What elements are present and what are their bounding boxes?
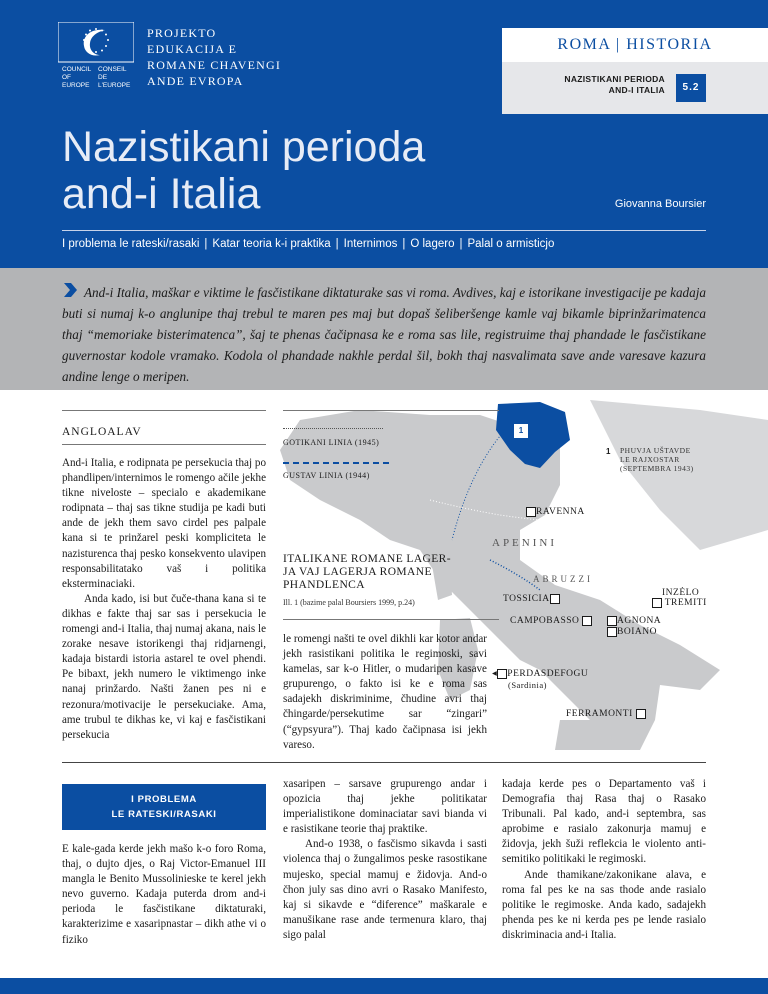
place-inzelo-tremiti — [652, 588, 707, 608]
caption-rule — [283, 619, 499, 620]
inset-caption-line: (SEPTEMBRA 1943) — [620, 464, 694, 473]
project-line: PROJEKTO — [147, 26, 217, 40]
camp-marker — [607, 616, 617, 626]
place-agnona-boiano — [607, 616, 661, 638]
sidebar-paragraph: And-i Italia, e rodipnata pe persekucia thaj po phandlipen/internimos le romengo ačile jekhe tikne niveloste – specialo e akademikane rodipnata – thaj sas tikne studija pe kadi buti ande de jekh them savo cirdel pes palpale kana si te prinžarel peski kompliciteta le nazisturenca thaj pesko konsekvento ulavipen responsabilitatako vaš i politika eksterminaciaki. — [62, 457, 266, 590]
legend-gustav-label: GUSTAV LINIA (1944) — [283, 471, 370, 480]
camp-marker — [636, 709, 646, 719]
org-caption-right: CONSEIL DE L'EUROPE — [98, 66, 131, 89]
nav-item[interactable]: I problema le rateski/rasaki — [62, 238, 200, 250]
footer-band — [0, 978, 768, 994]
page-title-line: and-i Italia — [62, 170, 261, 218]
place-region-label: (Sardinia) — [508, 680, 547, 691]
header-divider — [62, 230, 706, 231]
problema-heading-line: LE RATESKI/RASAKI — [111, 809, 217, 820]
place-campobasso — [510, 616, 592, 626]
inset-number-tag: 1 — [514, 424, 528, 438]
problema-col3 — [502, 777, 706, 943]
problema-paragraph: xasaripen – sarsave grupurengo andar i opozicia thaj jekhe politikatar imperialistikone dominaciatar savi bianda vi e rasistikane teorie thaj praktike. — [283, 778, 487, 836]
problema-paragraph: And-o 1938, o fasčismo sikavda i sasti violenca thaj o žungalimos peske rasostikane mujesko, special mamuj e židovja. And-o čhon july sas dino avri o Rasako Manifesto, kaj si sikavde e “diference” maškarale e manušikane rase ande termenura klaro, thaj sigo palal — [283, 838, 487, 941]
gothic-line-swatch — [283, 428, 383, 430]
inset-caption-line: PHUVJA UŠTAVDE — [620, 446, 691, 455]
place-tossicia — [503, 594, 560, 604]
inset-caption-line: LE RAJXOSTAR — [620, 455, 680, 464]
gustav-line-swatch — [283, 462, 389, 464]
place-label: AGNONA — [617, 616, 662, 627]
camp-marker — [526, 507, 536, 517]
problema-col1: E kale-gada kerde jekh mašo k-o foro Roma, thaj, o dujto djes, o Raj Victor-Emanuel III mangla le Benito Mussolinieske te kerel jekh nevo guverno. Kadaja puterda drom and-i perioda le fasčistikane diktaturaki, karakterizime e xasaripnastar – dikh athe vi o fiziko — [62, 843, 266, 946]
legend-top-rule — [283, 410, 499, 411]
place-label: CAMPOBASSO — [510, 616, 580, 627]
problema-heading-box — [62, 784, 266, 830]
intro-paragraph: And-i Italia, maškar e viktime le fasčistikane diktaturake sas vi roma. Avdives, kaj e istorikane investigacije pe kadaja buti si numaj k-o anglunipe thaj trebul te maren pes maj but dopaš šeliberšenge kamle vaj bikamle biprinžarimatenca thaj “memoriake bisterimatenca”, šaj te phenas čačipnasa ke e roma sas lile, registruime thaj phandade le fasčistikane guvernostar kodole vramako. Kodola ol phandade nakhle perdal šil, bokh thaj nasvalimata save ande varesave kazura andine lenge o meripen. — [62, 285, 706, 384]
camp-marker — [652, 598, 662, 608]
place-ravenna — [526, 507, 585, 517]
page-title-line: Nazistikani perioda — [62, 123, 426, 171]
map-land-balkans — [590, 400, 768, 550]
series-label: ROMA | HISTORIA — [557, 36, 713, 53]
problema-col2 — [283, 777, 487, 943]
inset-caption — [620, 446, 694, 473]
section-divider — [62, 762, 706, 763]
problema-paragraph: Ande thamikane/zakonikane alava, e roma fal pes ke na sas thode ande rasialo politike le regimoske. Anda kado, sadajekh phenda pes ke ni kerda pes pe lende rasialo diskriminacia and-i Italia. — [502, 868, 706, 941]
section-title — [505, 74, 665, 96]
nav-item[interactable]: O lagero — [410, 238, 455, 250]
topic-nav: I problema le rateski/rasaki | Katar teoria k-i praktika | Internimos | O lagero | Palal o armisticjo — [62, 238, 555, 250]
place-label: INZĖLO — [662, 588, 700, 598]
section-number-badge: 5.2 — [676, 74, 706, 102]
place-label: RAVENNA — [536, 507, 585, 518]
nav-item[interactable]: Internimos — [343, 238, 398, 250]
section-title-line: AND-I ITALIA — [608, 85, 665, 95]
org-caption-left: COUNCIL OF EUROPE — [62, 66, 92, 89]
project-line: ROMANE CHAVENGI — [147, 58, 282, 72]
camp-marker — [607, 627, 617, 637]
camp-marker — [582, 616, 592, 626]
project-name — [147, 25, 307, 89]
sidebar-top-rule — [62, 410, 266, 411]
legend-gothic-label: GOTIKANI LINIA (1945) — [283, 438, 380, 447]
sidebar-heading-rule — [62, 444, 266, 445]
caption-title-line: PHANDLENCA — [283, 579, 365, 591]
region-apenini: APENINI — [492, 537, 557, 549]
series-tab — [502, 28, 768, 62]
project-line: EDUKACIJA E — [147, 42, 238, 56]
map-caption-body: le romengi našti te ovel dikhli kar kotor andar jekh rasistikani politika le regimoski, savi kamelas, sar k-o Hitler, o mudaripen kasave grupurengo, o fakto isi ke e roma sas sadajekh diskriminime, čhudine avri thaj čhingarde/persekutime sar “zingari” (“gypsyura”). Thaj kado čačipnasa isi jekh vareso. — [283, 633, 487, 751]
camp-marker — [497, 669, 507, 679]
map-caption-source: Ill. 1 (bazime palal Boursiers 1999, p.24) — [283, 598, 415, 607]
problema-heading-line: I PROBLEMA — [131, 794, 197, 805]
caption-title-line: ITALIKANE ROMANE LAGER- — [283, 553, 451, 565]
org-caption — [62, 66, 140, 90]
camp-marker — [550, 594, 560, 604]
project-line: ANDE EVROPA — [147, 74, 244, 88]
region-abruzzi: ABRUZZI — [533, 574, 593, 584]
nav-item[interactable]: Katar teoria k-i praktika — [212, 238, 331, 250]
place-label: TOSSICIA — [503, 594, 550, 605]
section-title-line: NAZISTIKANI PERIODA — [564, 74, 665, 84]
caption-title-line: JA VAJ LAGERJA ROMANE — [283, 566, 432, 578]
map-caption-title — [283, 553, 483, 592]
place-label: BOIANO — [617, 627, 657, 638]
sidebar-paragraph: Anda kado, isi but čuče-thana kana si te dikhas e fakte thaj sar sas i persekucia le romengi and-i Italia, thaj numaj akana, nais le zorake nesave istorikengi thaj ridjarnengi, kadaja bistardi istoria astarel te ovel phendi. Pe bibaxt, jekh numero le viktimengo inke nanaj prinžardo. Našti žanen pes ni e rezonura/motivacije le persekuciake. Ama, ame trubul te dikhas ke, vi kaj e fasčistikani persekucia — [62, 592, 266, 741]
place-label: FERRAMONTI — [566, 709, 633, 720]
nav-item[interactable]: Palal o armisticjo — [467, 238, 555, 250]
place-perdasdefogu: ◂ PERDASDEFOGU (Sardinia) — [492, 669, 589, 691]
page-title — [62, 124, 582, 218]
problema-paragraph: kadaja kerde pes o Departamento vaš i Demografia thaj Rasa thaj o Rasako Tribunali. Pal kado, and-i septembra, sas aprobime e rasialo zakonurja mamuj e židovja, jekh šuži reflekcia le violento anti-semitiko politikaki le regimoski. — [502, 778, 706, 866]
place-label: PERDASDEFOGU — [507, 669, 589, 680]
place-label: TREMITI — [664, 598, 707, 609]
sidebar-body — [62, 456, 266, 743]
place-ferramonti — [566, 709, 646, 719]
sidebar-heading: ANGLOALAV — [62, 426, 142, 438]
author-name: Giovanna Boursier — [614, 198, 706, 210]
inset-caption-number: 1 — [606, 447, 611, 456]
